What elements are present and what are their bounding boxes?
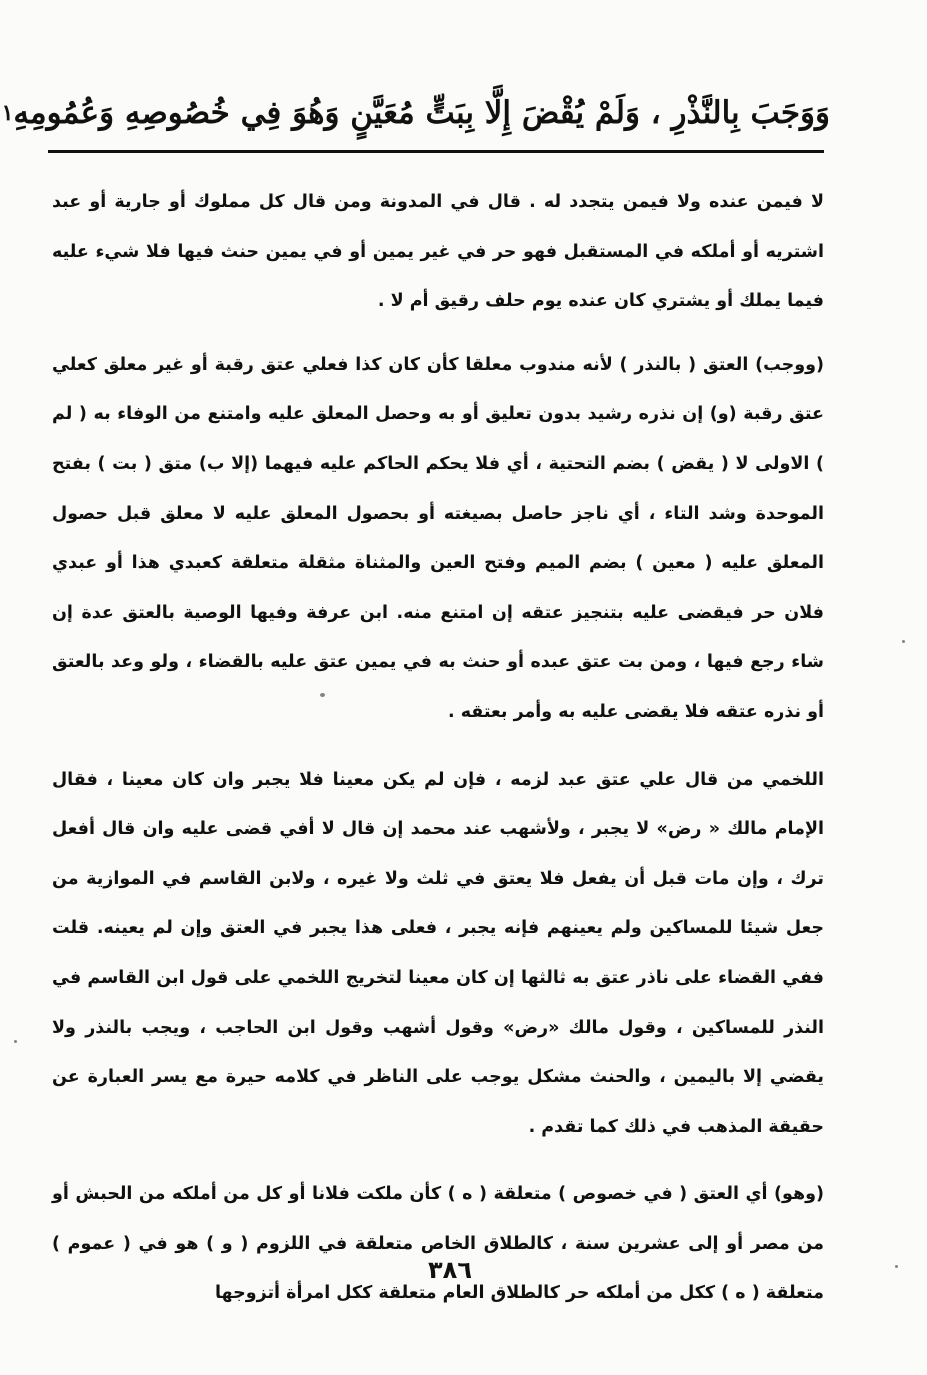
header-rule [48,150,824,153]
scan-speck [14,1040,17,1043]
header-title: وَوَجَبَ بِالنَّذْرِ ، وَلَمْ يُقْضَ إِلَّا بِبَتٍّ مُعَيَّنٍ وَهُوَ فِي خُصُوصِهِ وَعُمُومِهِ [13,95,830,131]
scan-speck [902,640,905,643]
page-number: ٣٨٦ [428,1256,472,1284]
running-header [1,78,830,148]
paragraph: لا فيمن عنده ولا فيمن يتجدد له . قال في المدونة ومن قال كل مملوك أو جارية أو عبد اشتريه أو أملكه في المستقبل فهو حر في غير يمين أو في يمين حنث فيها فلا شيء عليه فيما يملك أو يشتري كان عنده يوم حلف رقيق أم لا . [52,192,824,312]
paragraph: اللخمي من قال علي عتق عبد لزمه ، فإن لم يكن معينا فلا يجبر وان كان معينا ، فقال الإمام مالك « رض» لا يجبر ، ولأشهب عند محمد إن قال لا أفي قضى عليه وان قال أفعل ترك ، وإن مات قبل أن يفعل فلا يعتق في ثلث ولا غيره ، ولابن القاسم في الموازية من جعل شيئا للمساكين ولم يعينهم فإنه يجبر ، فعلى هذا يجبر في العتق وإن لم يعينه. قلت ففي القضاء على ناذر عتق به ثالثها إن كان معينا لتخريج اللخمي على قول ابن القاسم في النذر للمساكين ، وقول مالك «رض» وقول أشهب وقول ابن الحاجب ، ويجب بالنذر ولا يقضي إلا باليمين ، والحنث مشكل يوجب على الناظر في كلامه حيرة مع يسر العبارة عن حقيقة المذهب في ذلك كما تقدم . [52,769,824,1137]
scan-speck [320,693,325,697]
paragraph: (وهو) أي العتق ( في خصوص ) متعلقة ( ه ) كأن ملكت فلانا أو كل من أملكه من الحبش أو من مصر أو إلى عشرين سنة ، كالطلاق الخاص متعلقة في اللزوم ( و ) هو في ( عموم ) متعلقة ( ه ) ككل من أملكه حر كالطلاق العام متعلقة ككل امرأة أتزوجها [52,1184,824,1304]
paragraph: (ووجب) العتق ( بالنذر ) لأنه مندوب معلقا كأن كان كذا فعلي عتق رقبة أو غير معلق كعلي عتق رقبة (و) إن نذره رشيد بدون تعليق أو به وحصل المعلق عليه وامتنع من الوفاء به ( لم ) الاولى لا ( يقض ) بضم التحتية ، أي فلا يحكم الحاكم عليه فيهما (إلا ب) متق ( بت ) بفتح الموحدة وشد التاء ، أي ناجز حاصل بصيغته أو بحصول المعلق عليه لا معلق قبل حصول المعلق عليه ( معين ) بضم الميم وفتح العين والمثناة مثقلة متعلقة كعبدي هذا أو عبدي فلان حر فيقضى عليه بتنجيز عتقه إن امتنع منه. ابن عرفة وفيها الوصية بالعتق عدة إن شاء رجع فيها ، ومن بت عتق عبده أو حنث به في يمين عتق عليه بالقضاء ، ولو وعد بالعتق أو نذره عتقه فلا يقضى عليه به وأمر بعتقه . [52,354,824,722]
body-text [52,178,824,1337]
header-mark: ١ [1,100,14,126]
scan-speck [895,1265,898,1268]
